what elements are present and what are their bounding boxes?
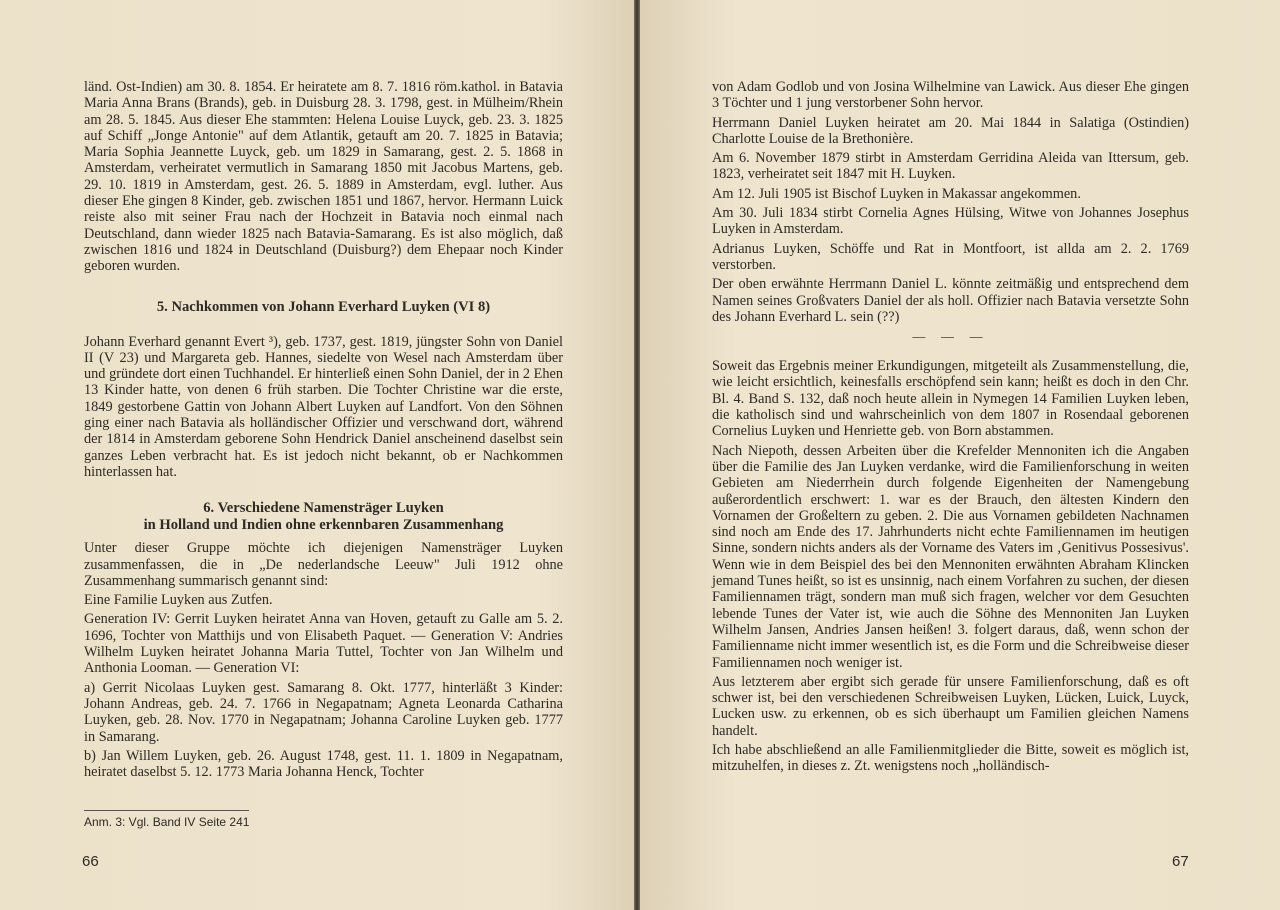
paragraph: Am 30. Juli 1834 stirbt Cornelia Agnes Hülsing, Witwe von Johannes Josephus Luyken in Amsterdam. xyxy=(712,205,1189,238)
paragraph: Johann Everhard genannt Evert ³), geb. 1737, gest. 1819, jüngster Sohn von Daniel II (V 23) und Margareta geb. Hannes, siedelte von Wesel nach Amsterdam über und gründete dort einen Tuchhandel. Er hinterließ einen Sohn Daniel, der in 2 Ehen 13 Kinder hatte, von denen 6 früh starben. Die Tochter Christine war die erste, 1849 gestorbene Gattin von Johann Albert Luyken auf Landfort. Von den Söhnen ging einer nach Batavia als holländischer Offizier und verschwand dort, während der 1814 in Amsterdam geborene Sohn Hendrick Daniel anscheinend daselbst sein ganzes Leben verbracht hat. Es ist jedoch nicht bekannt, ob er Nachkommen hinterlassen hat. xyxy=(84,333,563,480)
section-heading: 5. Nachkommen von Johann Everhard Luyken (VI 8) xyxy=(156,298,491,315)
paragraph: Eine Familie Luyken aus Zutfen. xyxy=(84,592,273,609)
right-text-column xyxy=(712,79,1189,778)
paragraph: Aus letzterem aber ergibt sich gerade für unsere Familienforschung, daß es oft schwer ist, bei den verschiedenen Schreibweisen Luyken, Lücken, Luick, Luyck, Lucken usw. zu erkennen, ob es sich überhaupt um Familien gleichen Namens handelt. xyxy=(712,673,1189,739)
page-number: 67 xyxy=(1172,853,1189,870)
right-page xyxy=(640,0,1280,910)
paragraph: von Adam Godlob und von Josina Wilhelmine van Lawick. Aus dieser Ehe gingen 3 Töchter und 1 jung verstorbener Sohn hervor. xyxy=(712,79,1189,112)
left-text-column xyxy=(84,79,563,783)
paragraph: Der oben erwähnte Herrmann Daniel L. könnte zeitmäßig und entsprechend dem Namen seines Großvaters Daniel der als holl. Offizier nach Batavia versetzte Sohn des Johann Everhard L. sein (??) xyxy=(712,276,1189,325)
paragraph: Am 6. November 1879 stirbt in Amsterdam Gerridina Aleida van Ittersum, geb. 1823, verheiratet seit 1847 mit H. Luyken. xyxy=(712,150,1189,183)
paragraph: Soweit das Ergebnis meiner Erkundigungen, mitgeteilt als Zusammenstellung, die, wie leicht ersichtlich, keinesfalls erschöpfend sein kann; heißt es doch in den Chr. Bl. 4. Band S. 132, daß noch heute allein in Nymegen 14 Familien Luyken leben, die katholisch sind und wahrscheinlich von dem 1807 in Rosendaal geborenen Cornelius Luyken und Henriette geb. von Born abstammen. xyxy=(712,358,1189,440)
section-separator: — — — xyxy=(912,329,989,345)
paragraph: Adrianus Luyken, Schöffe und Rat in Montfoort, ist allda am 2. 2. 1769 verstorben. xyxy=(712,240,1189,273)
paragraph: a) Gerrit Nicolaas Luyken gest. Samarang 8. Okt. 1777, hinterläßt 3 Kinder: Johann Andreas, geb. 24. 7. 1766 in Negapatnam; Agneta Leonarda Catharina Luyken, geb. 28. Nov. 1770 in Negapatnam; Johanna Caroline Luyken geb. 1777 in Samarang. xyxy=(84,679,563,745)
paragraph: Unter dieser Gruppe möchte ich diejenigen Namensträger Luyken zusammenfassen, die in „De nederlandsche Leeuw" Juli 1912 ohne Zusammenhang summarisch genannt sind: xyxy=(84,540,563,589)
section-heading: in Holland und Indien ohne erkennbaren Zusammenhang xyxy=(143,517,504,534)
section-heading: 6. Verschiedene Namensträger Luyken xyxy=(203,500,444,517)
footnote: Anm. 3: Vgl. Band IV Seite 241 xyxy=(84,815,250,829)
paragraph: Herrmann Daniel Luyken heiratet am 20. Mai 1844 in Salatiga (Ostindien) Charlotte Louise de la Brethonière. xyxy=(712,114,1189,147)
paragraph: Ich habe abschließend an alle Familienmitglieder die Bitte, soweit es möglich ist, mitzuhelfen, in dieses z. Zt. wenigstens noch „holländisch- xyxy=(712,741,1189,775)
paragraph: b) Jan Willem Luyken, geb. 26. August 1748, gest. 11. 1. 1809 in Negapatnam, heiratet daselbst 5. 12. 1773 Maria Johanna Henck, Tochter xyxy=(84,747,563,781)
paragraph: Generation IV: Gerrit Luyken heiratet Anna van Hoven, getauft zu Galle am 5. 2. 1696, Tochter von Matthijs und von Elisabeth Paquet. — Generation V: Andries Wilhelm Luyken heiratet Johanna Maria Tuttel, Tochter von Jan Wilhelm und Anthonia Looman. — Generation VI: xyxy=(84,611,563,677)
page-number: 66 xyxy=(82,853,99,870)
paragraph: Am 12. Juli 1905 ist Bischof Luyken in Makassar angekommen. xyxy=(712,185,1081,202)
paragraph: Nach Niepoth, dessen Arbeiten über die Krefelder Mennoniten ich die Angaben über die Familie des Jan Luyken verdanke, wird die Familienforschung in weiten Gebieten am Niederrhein durch folgende Eigenheiten der Namengebung außerordentlich erschwert: 1. war es der Brauch, den ältesten Kindern den Vornamen der Großeltern zu geben. 2. Die aus Vornamen gebildeten Nachnamen sind noch am Ende des 17. Jahrhunderts nicht echte Familiennamen im heutigen Sinne, sondern nichts anders als der Vorname des Vaters im ‚Genitivus Possesivus'. Wenn wie in dem Beispiel des bei den Mennoniten erwähnten Abraham Klincken jemand Tunes heißt, so ist es unsinnig, nach einem Vorfahren zu suchen, der diesen Familiennamen trägt, sondern man muß sich fragen, welcher vor dem Gesuchten lebende Tunes der Vater ist, wie auch die Söhne des Mennoniten Jan Luyken Wilhelm Jansen, Andries Jansen heißen! 3. folgert daraus, daß, wenn schon der Familienname nicht immer wesentlich ist, es die Form und die Schreibweise dieser Familiennamen noch weniger ist. xyxy=(712,442,1189,671)
paragraph: länd. Ost-Indien) am 30. 8. 1854. Er heiratete am 8. 7. 1816 röm.kathol. in Batavia Maria Anna Brans (Brands), geb. in Duisburg 28. 3. 1798, gest. in Mülheim/Rhein am 28. 5. 1845. Aus dieser Ehe stammten: Helena Louise Luyck, geb. 23. 3. 1825 auf Schiff „Jonge Antonie" auf dem Atlantik, getauft am 20. 7. 1825 in Batavia; Maria Sophia Jeannette Luyck, geb. um 1829 in Samarang, gest. 2. 5. 1868 in Amsterdam, verheiratet vermutlich in Samarang 1850 mit Jacobus Martens, geb. 29. 10. 1819 in Amsterdam, gest. 26. 5. 1889 in Amsterdam, evgl. luther. Aus dieser Ehe gingen 8 Kinder, geb. zwischen 1851 und 1867, hervor. Hermann Luick reiste also mit seiner Frau nach der Hochzeit in Batavia noch einmal nach Deutschland, dann wieder 1825 nach Batavia-Samarang. Es ist also möglich, daß zwischen 1816 und 1824 in Deutschland (Duisburg?) dem Ehepaar noch Kinder geboren wurden. xyxy=(84,79,563,275)
footnote-divider xyxy=(84,810,249,811)
left-page xyxy=(0,0,634,910)
